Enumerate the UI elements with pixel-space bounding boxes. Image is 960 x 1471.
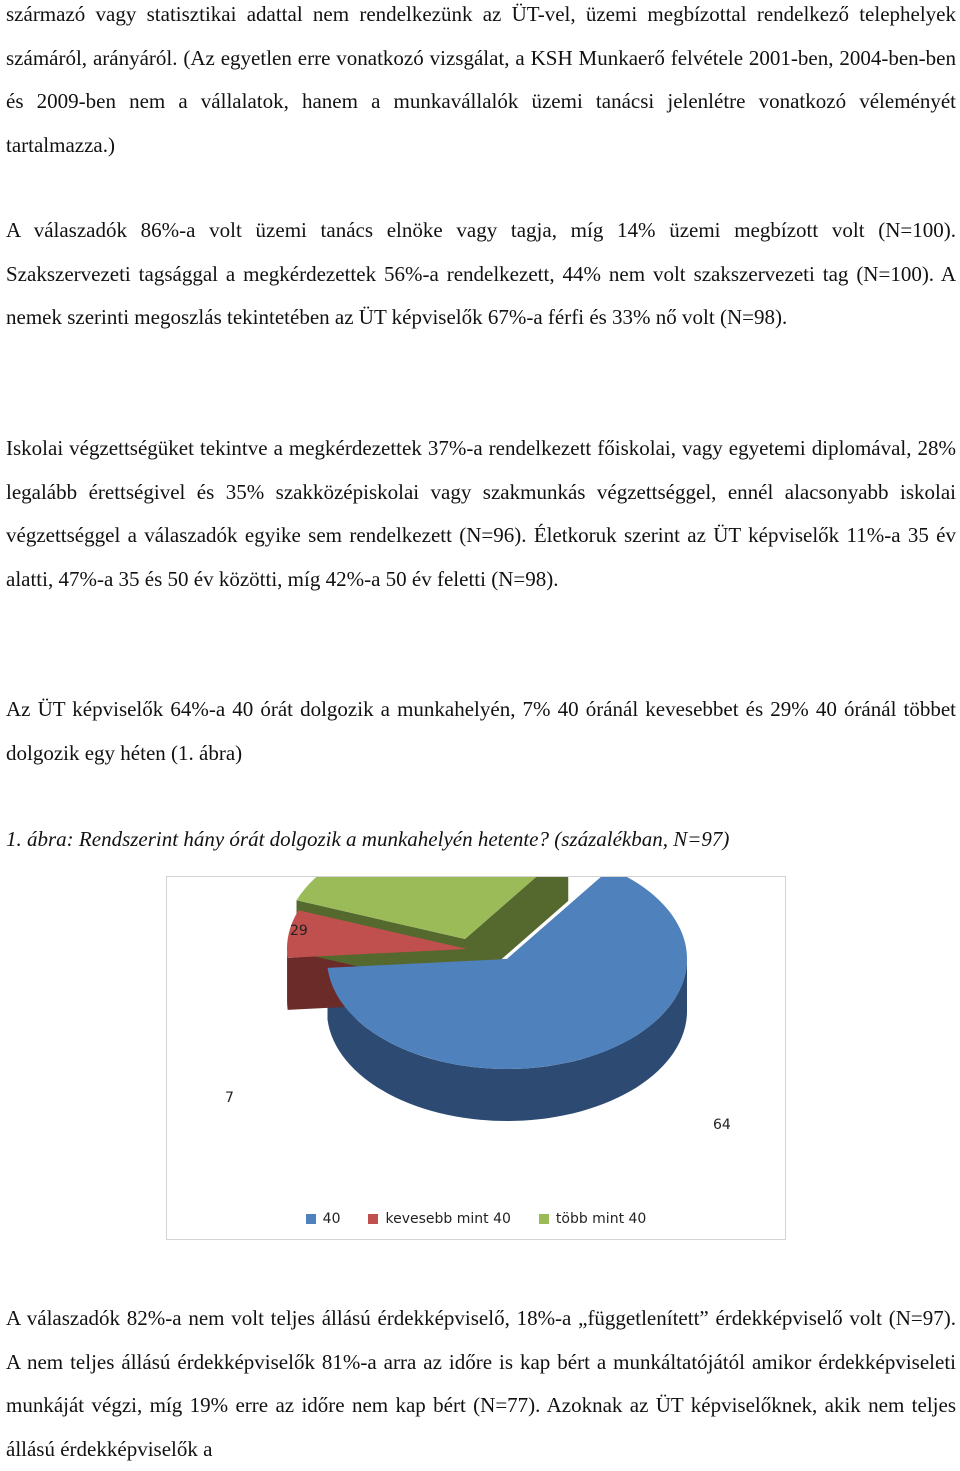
data-label-1: 7: [225, 1090, 234, 1106]
paragraph-2: A válaszadók 86%-a volt üzemi tanács elnöke vagy tagja, míg 14% üzemi megbízott volt (N=100). Szakszervezeti tagsággal a megkérdezettek 56%-a rendelkezett, 44% nem volt szakszervezeti tag (N=100). A nemek szerinti megoszlás tekintetében az ÜT képviselők 67%-a férfi és 33% nő volt (N=98).: [6, 218, 956, 330]
legend-swatch-1: [368, 1214, 378, 1224]
paragraph-4: Az ÜT képviselők 64%-a 40 órát dolgozik a munkahelyén, 7% 40 óránál kevesebbet és 29% 40 óránál többet dolgozik egy héten (1. ábra): [6, 697, 956, 765]
legend-label-2: több mint 40: [555, 1211, 647, 1227]
legend-item-0: [306, 1211, 341, 1227]
legend-swatch-2: [539, 1214, 549, 1224]
paragraph-5: A válaszadók 82%-a nem volt teljes állású érdekképviselő, 18%-a „függetlenített” érdekképviselő volt (N=97). A nem teljes állású érdekképviselők 81%-a arra az időre is kap bért a munkáltatójától amikor érdekképviseleti munkáját végzi, míg 19% erre az időre nem kap bért (N=77). Azoknak az ÜT képviselőknek, akik nem teljes állású érdekképviselők a: [6, 1306, 956, 1461]
legend-swatch-0: [306, 1214, 316, 1224]
legend-item-1: [368, 1211, 510, 1227]
paragraph-1: származó vagy statisztikai adattal nem rendelkezünk az ÜT-vel, üzemi megbízottal rendelkező telephelyek számáról, arányáról. (Az egyetlen erre vonatkozó vizsgálat, a KSH Munkaerő felvétele 2001-ben, 2004-ben-ben és 2009-ben nem a vállalatok, hanem a munkavállalók üzemi tanácsi jelenlétre vonatkozó véleményét tartalmazza.): [6, 2, 956, 157]
figure-caption: 1. ábra: Rendszerint hány órát dolgozik a munkahelyén hetente? (százalékban, N=97): [6, 827, 730, 851]
chart-legend: [167, 1211, 785, 1227]
pie-slice-side-1: [287, 949, 288, 1010]
legend-item-2: [539, 1211, 646, 1227]
pie-chart: [166, 876, 786, 1240]
legend-label-0: 40: [322, 1211, 341, 1227]
paragraph-3: Iskolai végzettségüket tekintve a megkérdezettek 37%-a rendelkezett főiskolai, vagy egyetemi diplomával, 28% legalább érettségivel és 35% szakközépiskolai vagy szakmunkás végzettséggel, ennél alacsonyabb iskolai végzettséggel a válaszadók egyike sem rendelkezett (N=96). Életkoruk szerint az ÜT képviselők 11%-a 35 év alatti, 47%-a 35 és 50 év közötti, míg 42%-a 50 év feletti (N=98).: [6, 436, 956, 591]
data-label-2: 29: [290, 923, 308, 939]
legend-label-1: kevesebb mint 40: [385, 1211, 511, 1227]
data-label-0: 64: [713, 1117, 731, 1133]
pie-chart-canvas: [167, 877, 787, 1207]
